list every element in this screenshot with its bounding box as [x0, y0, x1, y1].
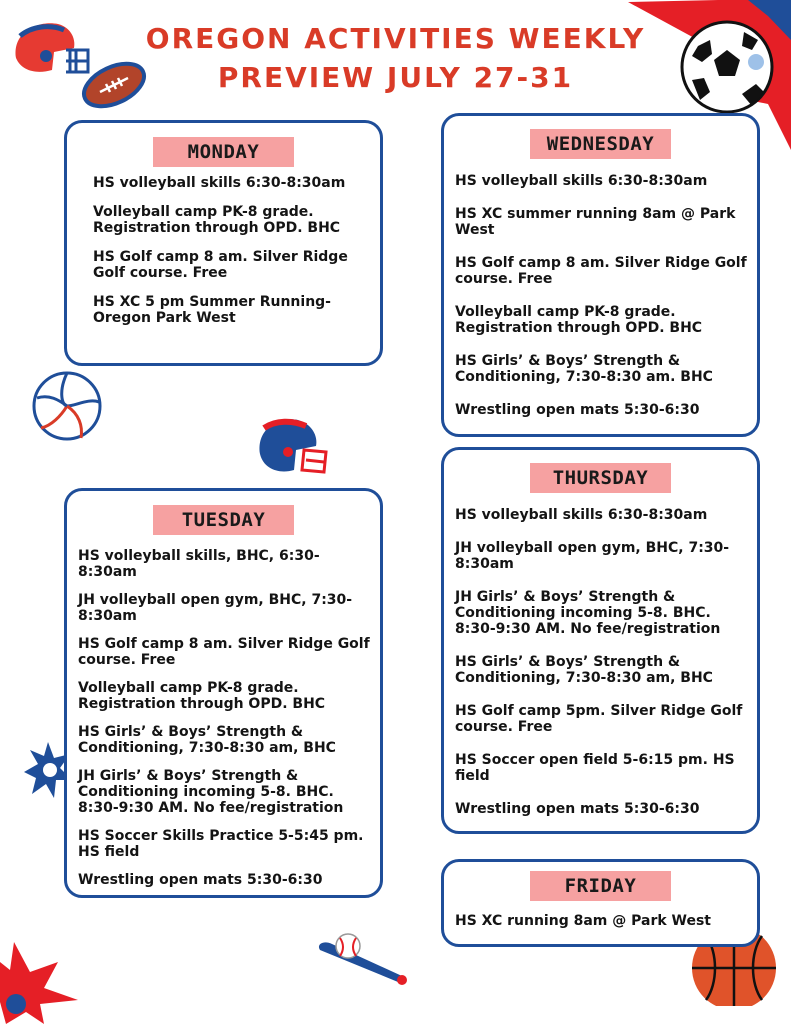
day-label-friday: FRIDAY	[530, 871, 671, 901]
list-item: JH volleyball open gym, BHC, 7:30-8:30am	[455, 540, 730, 572]
day-label-thursday: THURSDAY	[530, 463, 671, 493]
list-item: HS XC 5 pm Summer Running- Oregon Park West	[93, 294, 331, 326]
starburst-icon	[0, 942, 78, 1024]
day-label-tuesday: TUESDAY	[153, 505, 294, 535]
thursday-activity-list	[455, 507, 751, 817]
list-item: Volleyball camp PK-8 grade. Registration through OPD. BHC	[78, 680, 326, 712]
list-item: Wrestling open mats 5:30-6:30	[78, 872, 323, 888]
list-item: HS Girls’ & Boys’ Strength & Conditioning, 7:30-8:30 am, BHC	[78, 724, 336, 756]
list-item: HS volleyball skills 6:30-8:30am	[455, 173, 708, 189]
football-helmet-icon	[256, 414, 328, 478]
list-item: HS volleyball skills 6:30-8:30am	[93, 175, 346, 191]
list-item: Wrestling open mats 5:30-6:30	[455, 801, 700, 817]
list-item: HS Girls’ & Boys’ Strength & Conditioning, 7:30-8:30 am. BHC	[455, 353, 713, 385]
monday-activity-list	[93, 175, 377, 326]
list-item: HS volleyball skills 6:30-8:30am	[455, 507, 708, 523]
list-item: JH volleyball open gym, BHC, 7:30-8:30am	[78, 592, 353, 624]
list-item: HS Golf camp 8 am. Silver Ridge Golf course. Free	[455, 255, 747, 287]
list-item: HS Golf camp 5pm. Silver Ridge Golf course. Free	[455, 703, 743, 735]
list-item: Wrestling open mats 5:30-6:30	[455, 402, 700, 418]
volleyball-icon	[31, 370, 103, 442]
day-label-monday: MONDAY	[153, 137, 294, 167]
list-item: HS volleyball skills, BHC, 6:30-8:30am	[78, 548, 320, 580]
list-item: JH Girls’ & Boys’ Strength & Conditioning incoming 5-8. BHC. 8:30-9:30 AM. No fee/registration	[455, 589, 721, 637]
wednesday-activity-list	[455, 173, 751, 418]
list-item: HS Soccer Skills Practice 5-5:45 pm. HS field	[78, 828, 364, 860]
friday-activity-list	[455, 913, 751, 929]
list-item: HS Girls’ & Boys’ Strength & Conditioning, 7:30-8:30 am, BHC	[455, 654, 713, 686]
list-item: HS XC summer running 8am @ Park West	[455, 206, 736, 238]
list-item: Volleyball camp PK-8 grade. Registration through OPD. BHC	[93, 204, 341, 236]
list-item: HS Golf camp 8 am. Silver Ridge Golf course. Free	[78, 636, 370, 668]
list-item: JH Girls’ & Boys’ Strength & Conditioning incoming 5-8. BHC. 8:30-9:30 AM. No fee/registration	[78, 768, 344, 816]
tuesday-activity-list	[78, 548, 374, 888]
list-item: HS Soccer open field 5-6:15 pm. HS field	[455, 752, 735, 784]
list-item: HS XC running 8am @ Park West	[455, 913, 711, 929]
page-title	[0, 18, 791, 99]
list-item: HS Golf camp 8 am. Silver Ridge Golf course. Free	[93, 249, 348, 281]
day-label-wednesday: WEDNESDAY	[530, 129, 671, 159]
title-line-2: PREVIEW JULY 27-31	[217, 61, 574, 94]
baseball-bat-icon	[314, 930, 410, 990]
title-line-1: OREGON ACTIVITIES WEEKLY	[145, 22, 646, 55]
list-item: Volleyball camp PK-8 grade. Registration through OPD. BHC	[455, 304, 703, 336]
